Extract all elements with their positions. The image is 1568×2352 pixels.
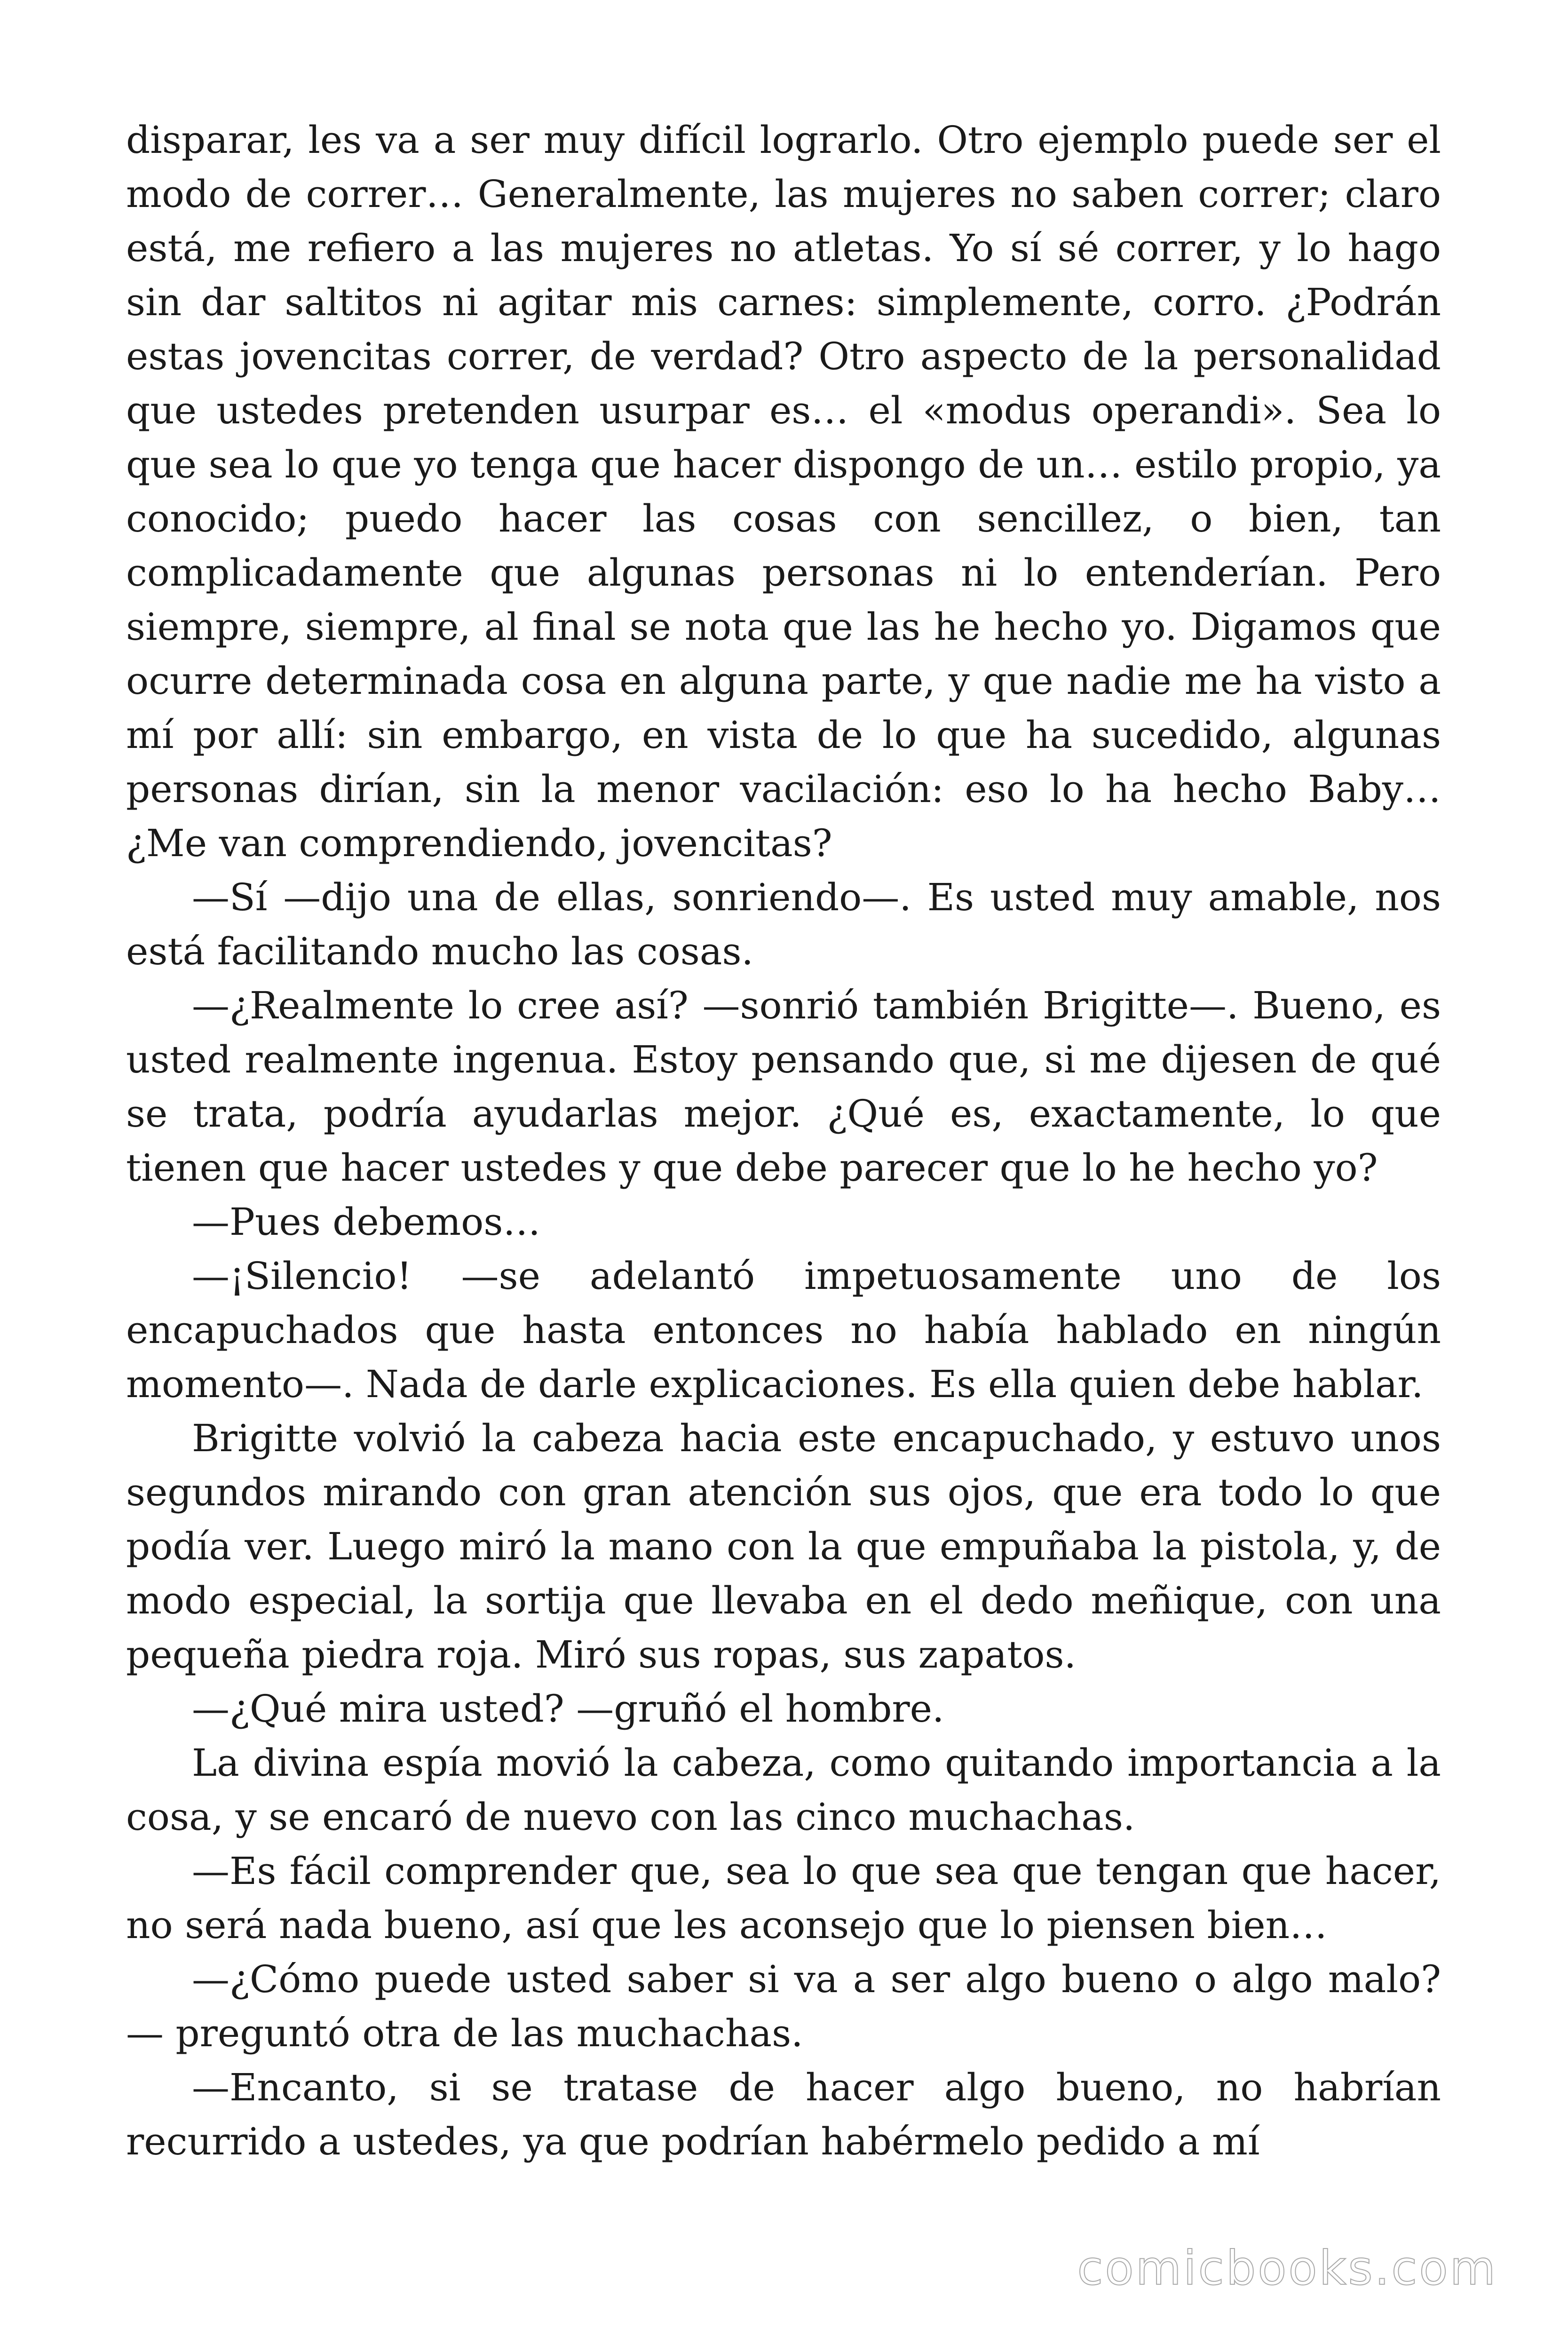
paragraph: —¿Realmente lo cree así? —sonrió también Brigitte—. Bueno, es usted realmente ingenua. Estoy pensando que, si me dijesen de qué se trata, podría ayudarlas mejor. ¿Qué es, exactamente, lo que tienen que hacer ustedes y que debe parecer que lo he hecho yo? (126, 984, 1441, 1190)
paragraph: —¿Qué mira usted? —gruñó el hombre. (192, 1687, 944, 1731)
watermark: comicbooks.com (1077, 2241, 1497, 2296)
paragraph: —Encanto, si se tratase de hacer algo bueno, no habrían recurrido a ustedes, ya que podrían habérmelo pedido a mí (126, 2066, 1441, 2163)
paragraph: —¡Silencio! —se adelantó impetuosamente uno de los encapuchados que hasta entonces no había hablado en ningún momento—. Nada de darle explicaciones. Es ella quien debe hablar. (126, 1254, 1441, 1406)
paragraph: —Pues debemos… (192, 1200, 541, 1244)
paragraph: Brigitte volvió la cabeza hacia este encapuchado, y estuvo unos segundos mirando con gran atención sus ojos, que era todo lo que podía ver. Luego miró la mano con la que empuñaba la pistola, y, de modo especial, la sortija que llevaba en el dedo meñique, con una pequeña piedra roja. Miró sus ropas, sus zapatos. (126, 1416, 1441, 1677)
paragraph: La divina espía movió la cabeza, como quitando importancia a la cosa, y se encaró de nuevo con las cinco muchachas. (126, 1741, 1441, 1839)
paragraph: —Sí —dijo una de ellas, sonriendo—. Es usted muy amable, nos está facilitando mucho las cosas. (126, 875, 1441, 973)
paragraph: disparar, les va a ser muy difícil lograrlo. Otro ejemplo puede ser el modo de correr… Generalmente, las mujeres no saben correr; claro está, me refiero a las mujeres no atletas. Yo sí sé correr, y lo hago sin dar saltitos ni agitar mis carnes: simplemente, corro. ¿Podrán estas jovencitas correr, de verdad? Otro aspecto de la personalidad que ustedes pretenden usurpar es… el «modus operandi». Sea lo que sea lo que yo tenga que hacer dispongo de un… estilo propio, ya conocido; puedo hacer las cosas con sencillez, o bien, tan complicadamente que algunas personas ni lo entenderían. Pero siempre, siempre, al final se nota que las he hecho yo. Digamos que ocurre determinada cosa en alguna parte, y que nadie me ha visto a mí por allí: sin embargo, en vista de lo que ha sucedido, algunas personas dirían, sin la menor vacilación: eso lo ha hecho Baby… ¿Me van comprendiendo, jovencitas? (126, 118, 1441, 865)
paragraph: —Es fácil comprender que, sea lo que sea que tengan que hacer, no será nada bueno, así que les aconsejo que lo piensen bien… (126, 1849, 1441, 1947)
book-page-text (126, 113, 1441, 2192)
paragraph: —¿Cómo puede usted saber si va a ser algo bueno o algo malo? — preguntó otra de las muchachas. (126, 1957, 1441, 2055)
